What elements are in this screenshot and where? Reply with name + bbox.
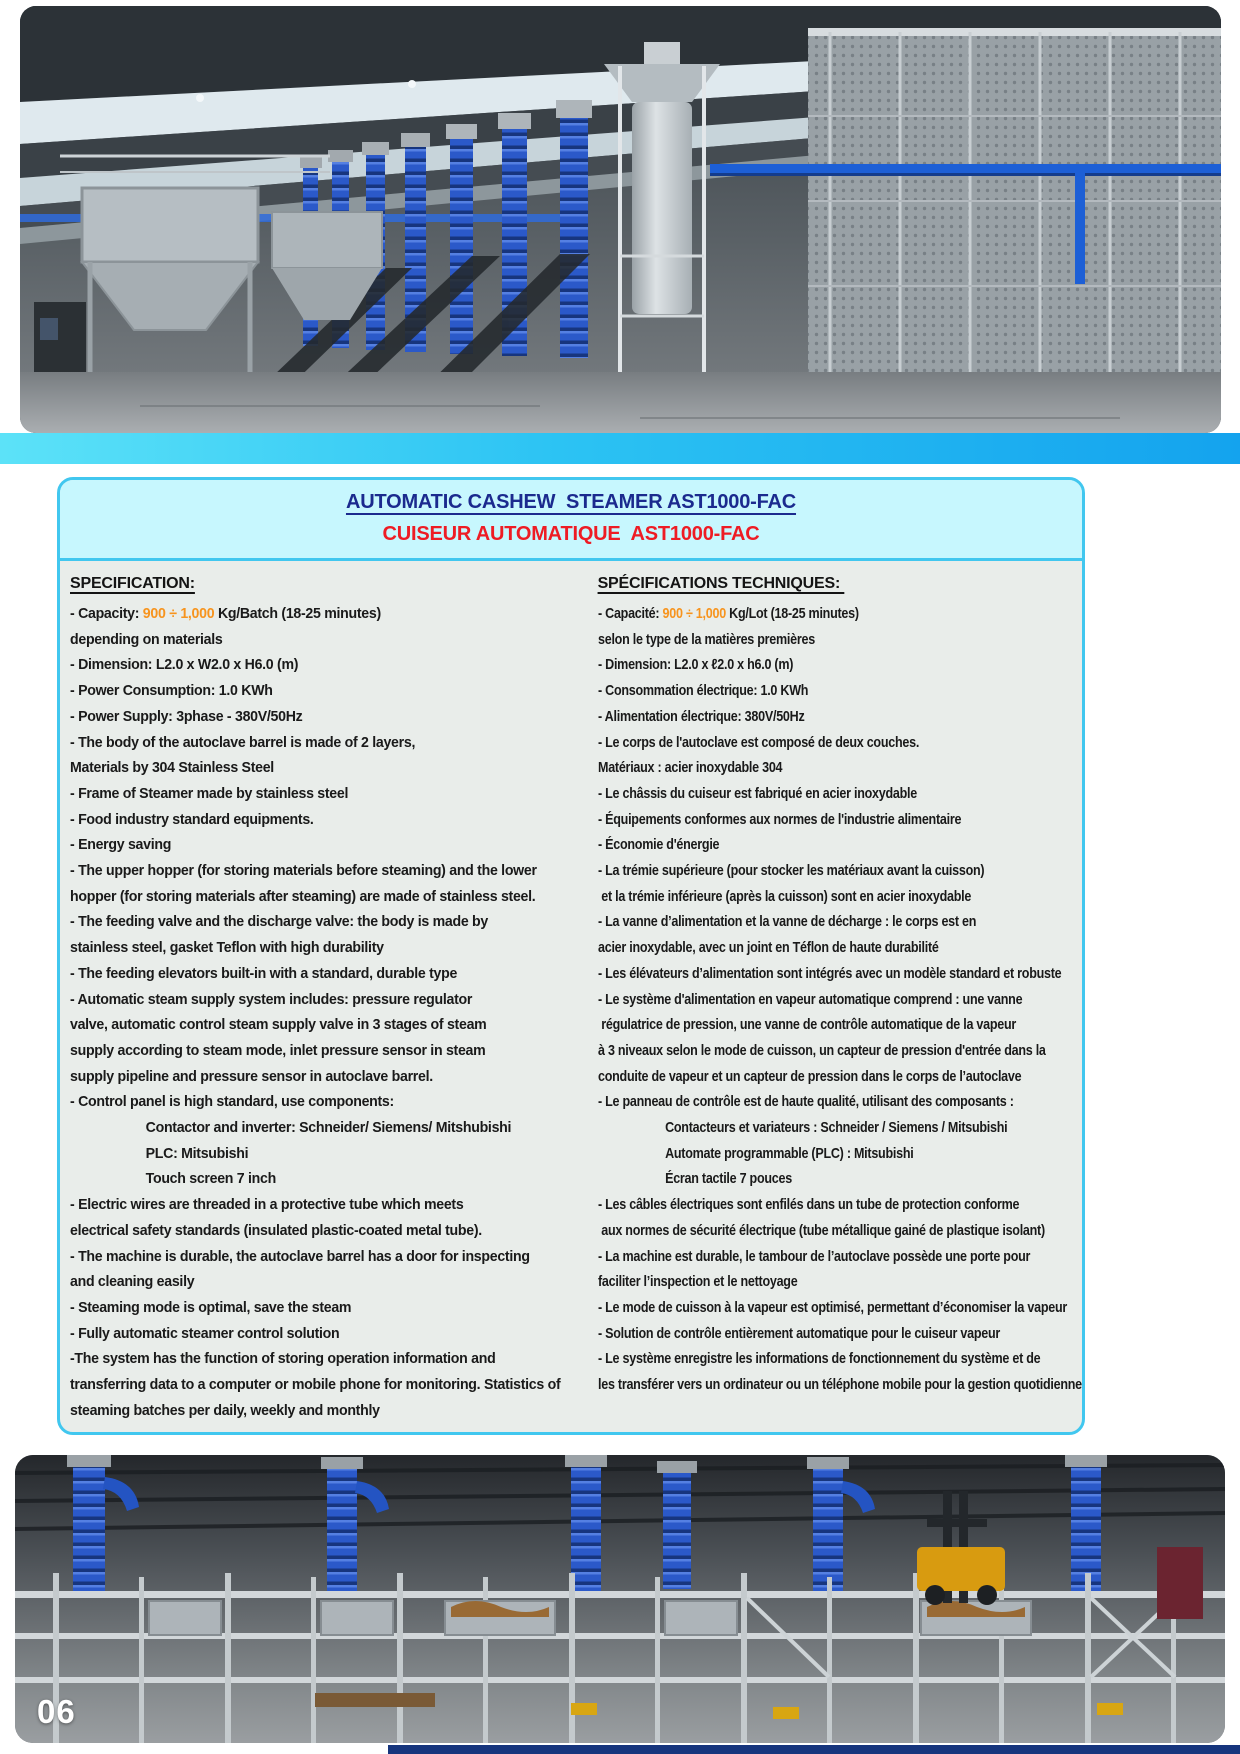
spec-line: - Steaming mode is optimal, save the steam bbox=[70, 1299, 352, 1316]
spec-line: acier inoxydable, avec un joint en Téflon de haute durabilité bbox=[597, 940, 939, 957]
spec-line: - The feeding valve and the discharge valve: the body is made by bbox=[70, 914, 488, 931]
spec-line: - Consommation électrique: 1.0 KWh bbox=[597, 683, 808, 700]
spec-line: selon le type de la matières premières bbox=[597, 631, 815, 648]
spec-line: Touch screen 7 inch bbox=[145, 1171, 276, 1188]
spec-line: - The feeding elevators built-in with a standard, durable type bbox=[70, 965, 458, 982]
spec-line: electrical safety standards (insulated plastic-coated metal tube). bbox=[70, 1222, 482, 1239]
spec-line: Automate programmable (PLC) : Mitsubishi bbox=[664, 1145, 914, 1162]
spec-line: - Le mode de cuisson à la vapeur est optimisé, permettant d’économiser la vapeur bbox=[597, 1299, 1067, 1316]
product-title-en: AUTOMATIC CASHEW STEAMER AST1000-FAC bbox=[345, 491, 797, 513]
spec-line: - La vanne d’alimentation et la vanne de décharge : le corps est en bbox=[597, 914, 976, 931]
spec-line: Écran tactile 7 pouces bbox=[664, 1171, 792, 1188]
spec-line: - La trémie supérieure (pour stocker les matériaux avant la cuisson) bbox=[597, 863, 984, 880]
spec-line: supply pipeline and pressure sensor in autoclave barrel. bbox=[70, 1068, 433, 1085]
spec-line: - The machine is durable, the autoclave barrel has a door for inspecting bbox=[70, 1248, 530, 1265]
spec-line: - Équipements conformes aux normes de l'industrie alimentaire bbox=[597, 811, 961, 828]
spec-line: steaming batches per daily, weekly and monthly bbox=[70, 1402, 380, 1419]
perforated-silo-structure bbox=[808, 28, 1221, 380]
product-title-fr: CUISEUR AUTOMATIQUE AST1000-FAC bbox=[382, 523, 760, 545]
title-area bbox=[60, 480, 1082, 561]
spec-line: - Energy saving bbox=[70, 837, 172, 854]
spec-heading-en: SPECIFICATION: bbox=[70, 575, 195, 592]
factory-floor bbox=[20, 372, 1221, 433]
spec-line: - Control panel is high standard, use components: bbox=[70, 1094, 394, 1111]
spec-line: à 3 niveaux selon le mode de cuisson, un capteur de pression d'entrée dans la bbox=[597, 1042, 1046, 1059]
spec-line: Contacteurs et variateurs : Schneider / Siemens / Mitsubishi bbox=[664, 1120, 1007, 1137]
bottom-factory-photo bbox=[15, 1455, 1225, 1743]
spec-line: - Le panneau de contrôle est de haute qualité, utilisant des composants : bbox=[597, 1094, 1014, 1111]
page-number: 06 bbox=[37, 1693, 76, 1730]
spec-line: - Le châssis du cuiseur est fabriqué en acier inoxydable bbox=[597, 785, 917, 802]
spec-line: valve, automatic control steam supply valve in 3 stages of steam bbox=[70, 1017, 487, 1034]
top-factory-photo bbox=[20, 6, 1221, 433]
spec-line: - Capacity: 900 ÷ 1,000 Kg/Batch (18-25 minutes) bbox=[70, 606, 381, 622]
spec-line: - Frame of Steamer made by stainless steel bbox=[70, 785, 349, 802]
spec-line: hopper (for storing materials after steaming) are made of stainless steel. bbox=[70, 888, 536, 905]
spec-line: - Le corps de l'autoclave est composé de deux couches. bbox=[597, 734, 919, 751]
spec-line: - Power Consumption: 1.0 KWh bbox=[70, 683, 273, 700]
spec-line: - The body of the autoclave barrel is made of 2 layers, bbox=[70, 734, 416, 751]
red-cabinet bbox=[1157, 1547, 1203, 1619]
spec-heading-fr: SPÉCIFICATIONS TECHNIQUES: bbox=[597, 575, 845, 592]
spec-line: aux normes de sécurité électrique (tube métallique gainé de plastique isolant) bbox=[597, 1222, 1045, 1239]
spec-line: - Power Supply: 3phase - 380V/50Hz bbox=[70, 708, 303, 725]
spec-line: - La machine est durable, le tambour de l’autoclave possède une porte pour bbox=[597, 1248, 1030, 1265]
wood-pallet bbox=[315, 1693, 435, 1707]
spec-line: - Food industry standard equipments. bbox=[70, 811, 314, 828]
bottom-navy-bar bbox=[388, 1745, 1240, 1754]
spec-line: - Dimension: L2.0 x W2.0 x H6.0 (m) bbox=[70, 657, 299, 674]
spec-lines-fr bbox=[598, 602, 1085, 1399]
spec-line: - Le système d'alimentation en vapeur automatique comprend : une vanne bbox=[597, 991, 1022, 1008]
spec-line: PLC: Mitsubishi bbox=[145, 1145, 249, 1162]
spec-line: - Solution de contrôle entièrement automatique pour le cuiseur vapeur bbox=[597, 1325, 1000, 1342]
spec-column-english bbox=[60, 561, 580, 1432]
spec-line: transferring data to a computer or mobile phone for monitoring. Statistics of bbox=[70, 1377, 561, 1394]
spec-line: - Dimension: L2.0 x ℓ2.0 x h6.0 (m) bbox=[597, 657, 793, 674]
spec-columns bbox=[60, 561, 1082, 1432]
spec-line: - Les élévateurs d’alimentation sont intégrés avec un modèle standard et robuste bbox=[597, 965, 1061, 982]
spec-line: supply according to steam mode, inlet pressure sensor in steam bbox=[70, 1042, 486, 1059]
spec-line: -The system has the function of storing operation information and bbox=[70, 1351, 496, 1368]
spec-line: faciliter l’inspection et le nettoyage bbox=[597, 1274, 798, 1291]
spec-line: - Fully automatic steamer control solution bbox=[70, 1325, 340, 1342]
spec-line: - Les câbles électriques sont enfilés dans un tube de protection conforme bbox=[597, 1197, 1019, 1214]
spec-line: - Automatic steam supply system includes: pressure regulator bbox=[70, 991, 473, 1008]
spec-line: - The upper hopper (for storing materials before steaming) and the lower bbox=[70, 863, 537, 880]
spec-line: Contactor and inverter: Schneider/ Siemens/ Mitshubishi bbox=[145, 1120, 512, 1137]
spec-line: Materials by 304 Stainless Steel bbox=[70, 760, 274, 777]
spec-line: stainless steel, gasket Teflon with high durability bbox=[70, 940, 384, 957]
spec-line: régulatrice de pression, une vanne de contrôle automatique de la vapeur bbox=[597, 1017, 1016, 1034]
spec-line: - Alimentation électrique: 380V/50Hz bbox=[597, 708, 805, 725]
bottom-factory-photo-illustration bbox=[15, 1455, 1225, 1743]
spec-line: Matériaux : acier inoxydable 304 bbox=[597, 760, 782, 777]
spec-line: et la trémie inférieure (après la cuisson) sont en acier inoxydable bbox=[597, 888, 971, 905]
spec-column-french bbox=[580, 561, 1085, 1432]
spec-line: - Économie d'énergie bbox=[597, 837, 719, 854]
spec-lines-en bbox=[70, 602, 576, 1425]
spec-line: - Electric wires are threaded in a protective tube which meets bbox=[70, 1197, 464, 1214]
spec-line: depending on materials bbox=[70, 631, 223, 648]
gradient-divider-band bbox=[0, 433, 1240, 464]
spec-line: - Capacité: 900 ÷ 1,000 Kg/Lot (18-25 minutes) bbox=[597, 606, 859, 622]
top-factory-photo-illustration bbox=[20, 6, 1221, 433]
spec-line: - Le système enregistre les informations de fonctionnement du système et de bbox=[597, 1351, 1040, 1368]
spec-line: and cleaning easily bbox=[70, 1274, 195, 1291]
spec-box bbox=[57, 477, 1085, 1435]
spec-line: les transférer vers un ordinateur ou un téléphone mobile pour la gestion quotidienne bbox=[597, 1377, 1082, 1394]
spec-line: conduite de vapeur et un capteur de pression dans le corps de l’autoclave bbox=[597, 1068, 1021, 1085]
